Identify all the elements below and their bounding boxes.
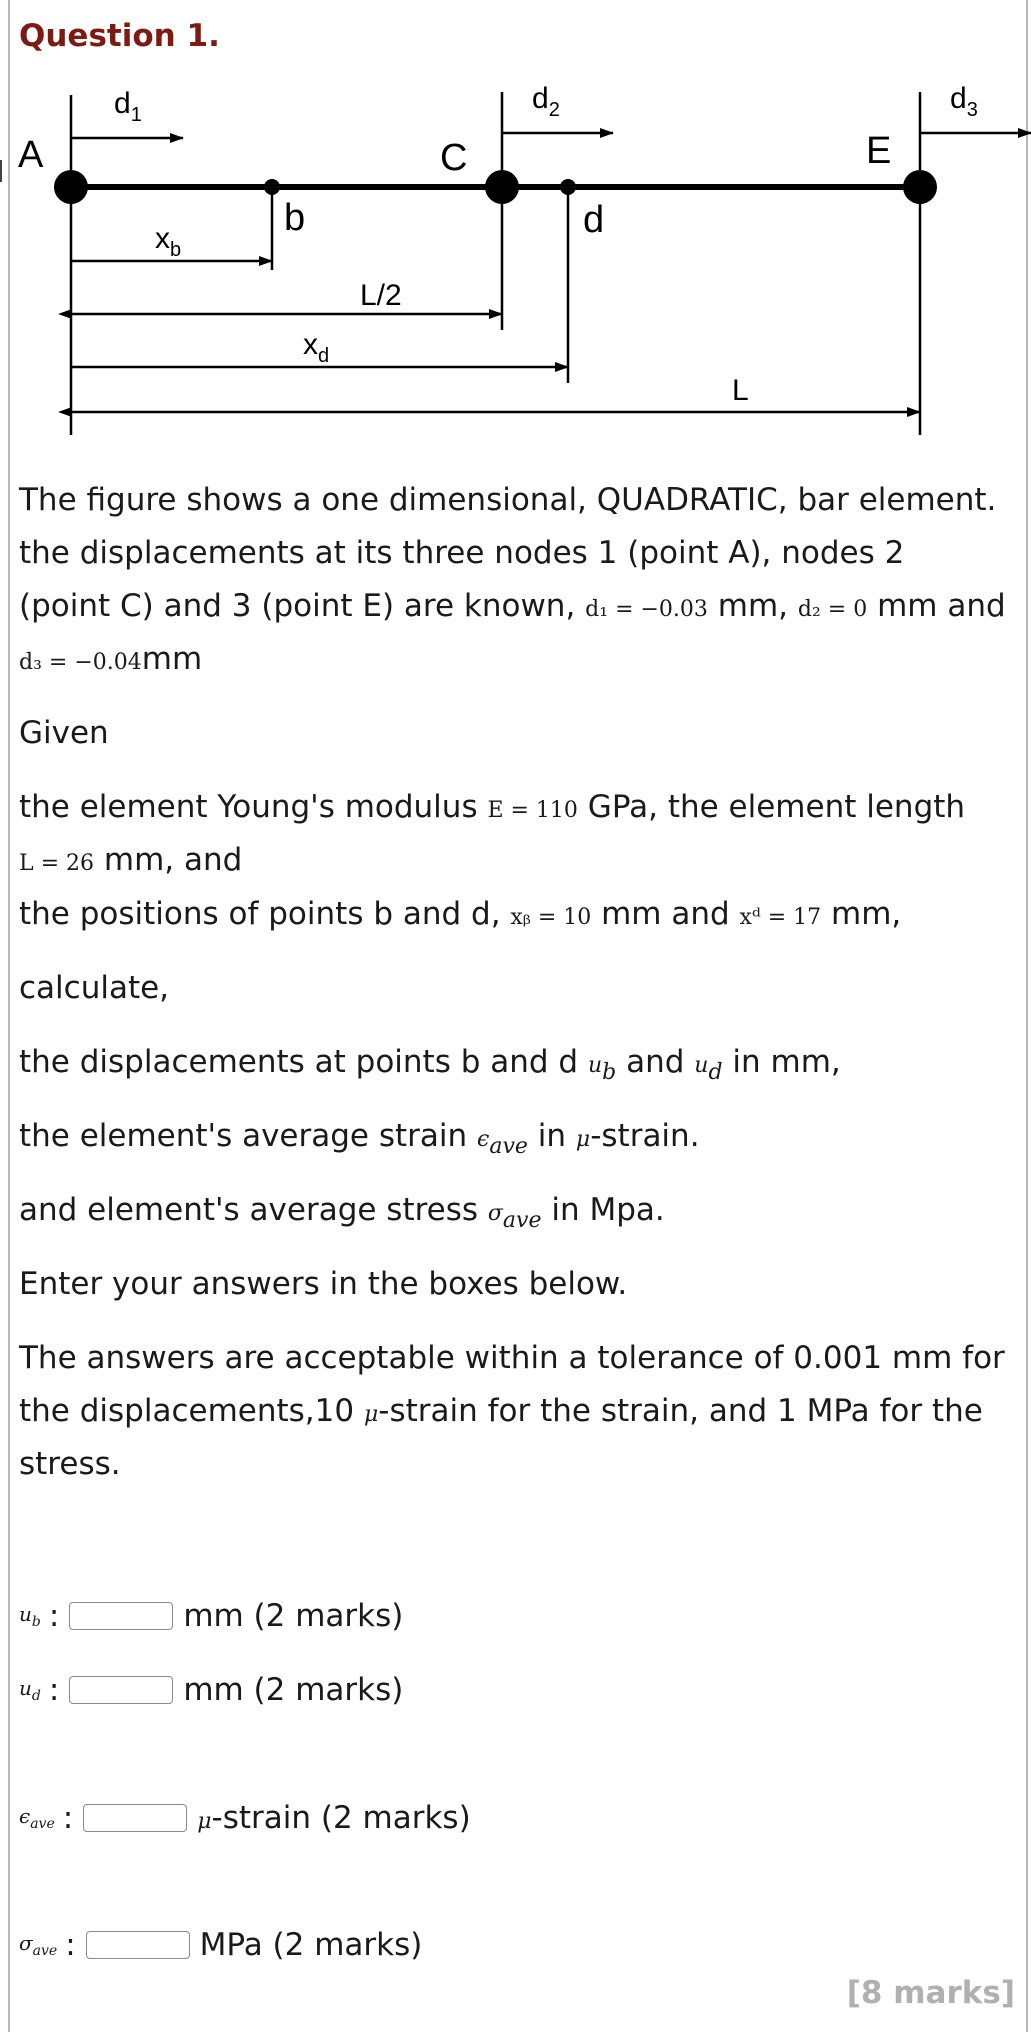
bar-element-diagram — [0, 0, 1031, 450]
label-half-length: L/2 — [360, 279, 402, 312]
ub-input[interactable] — [69, 1602, 173, 1630]
given-positions-line: the positions of points b and d, xᵦ = 10 mm and xᵈ = 17 mm, — [19, 896, 902, 932]
stress-input[interactable] — [86, 1931, 190, 1959]
label-b: b — [284, 197, 306, 239]
question-title: Question 1. — [19, 18, 220, 54]
point-d — [560, 179, 576, 195]
statement-line-3: (point C) and 3 (point E) are known, d₁ = −0.03 mm, d₂ = 0 mm and — [19, 588, 1006, 624]
given-heading: Given — [19, 715, 109, 751]
d2-equation: d₂ = 0 — [797, 597, 868, 622]
tolerance-line-2: the displacements,10 μ-strain for the strain, and 1 MPa for the — [19, 1393, 983, 1429]
tolerance-line-1: The answers are acceptable within a tolerance of 0.001 mm for — [19, 1340, 1005, 1376]
calculate-heading: calculate, — [19, 970, 170, 1006]
statement-line-2: the displacements at its three nodes 1 (point A), nodes 2 — [19, 535, 905, 571]
strain-input[interactable] — [83, 1804, 187, 1832]
given-modulus-line: the element Young's modulus E = 110 GPa, the element length — [19, 789, 966, 825]
label-xd: $x_d$ — [303, 328, 330, 367]
answer-label-strain: $\epsilon_{ave}$ — [19, 1804, 55, 1832]
label-length: L — [732, 374, 749, 407]
answer-label-ud: $u_d$ — [19, 1676, 41, 1704]
task-displacements: the displacements at points b and d $u_b$ and $u_d$ in mm, — [19, 1044, 841, 1086]
tolerance-line-3: stress. — [19, 1446, 121, 1482]
answer-label-stress: $\sigma_{ave}$ — [19, 1931, 58, 1959]
node-a — [54, 170, 88, 204]
answer-row-ud: $u_d$ : mm (2 marks) — [19, 1672, 404, 1708]
statement-line-4: d₃ = −0.04mm — [19, 641, 203, 677]
answer-unit-strain: μ-strain (2 marks) — [197, 1800, 471, 1836]
task-stress: and element's average stress $\sigma_{ave}$ in Mpa. — [19, 1192, 665, 1234]
given-length-line: L = 26 mm, and — [19, 842, 243, 878]
label-d3: $d_3$ — [950, 82, 978, 121]
length-equation: L = 26 — [19, 851, 95, 876]
task-strain: the element's average strain $\epsilon_{ave}$ in μ-strain. — [19, 1118, 700, 1160]
label-d: d — [583, 199, 605, 241]
label-c: C — [440, 137, 468, 179]
xd-equation: xᵈ = 17 — [739, 905, 822, 930]
node-e — [903, 170, 937, 204]
answer-row-strain: $\epsilon_{ave}$ : μ-strain (2 marks) — [19, 1800, 471, 1836]
answer-row-stress: $\sigma_{ave}$ : MPa (2 marks) — [19, 1927, 423, 1963]
instructions: Enter your answers in the boxes below. — [19, 1266, 628, 1302]
label-d2: $d_2$ — [532, 82, 560, 121]
point-b — [264, 179, 280, 195]
answer-unit-ub: mm (2 marks) — [183, 1598, 404, 1634]
statement-line-1: The figure shows a one dimensional, QUADRATIC, bar element. — [19, 482, 997, 518]
node-c — [485, 170, 519, 204]
label-xb: $x_b$ — [155, 222, 182, 261]
answer-row-ub: $u_b$ : mm (2 marks) — [19, 1598, 404, 1634]
d3-equation: d₃ = −0.04 — [19, 650, 142, 675]
answer-unit-ud: mm (2 marks) — [183, 1672, 404, 1708]
total-marks: [8 marks] — [846, 1975, 1015, 2011]
label-a: A — [18, 134, 44, 176]
youngs-modulus-equation: E = 110 — [487, 798, 578, 823]
xb-equation: xᵦ = 10 — [510, 905, 592, 930]
answer-label-ub: $u_b$ — [19, 1602, 41, 1630]
label-d1: $d_1$ — [114, 87, 142, 126]
answer-unit-stress: MPa (2 marks) — [199, 1927, 423, 1963]
ud-input[interactable] — [69, 1676, 173, 1704]
label-e: E — [866, 130, 892, 172]
d1-equation: d₁ = −0.03 — [585, 597, 708, 622]
